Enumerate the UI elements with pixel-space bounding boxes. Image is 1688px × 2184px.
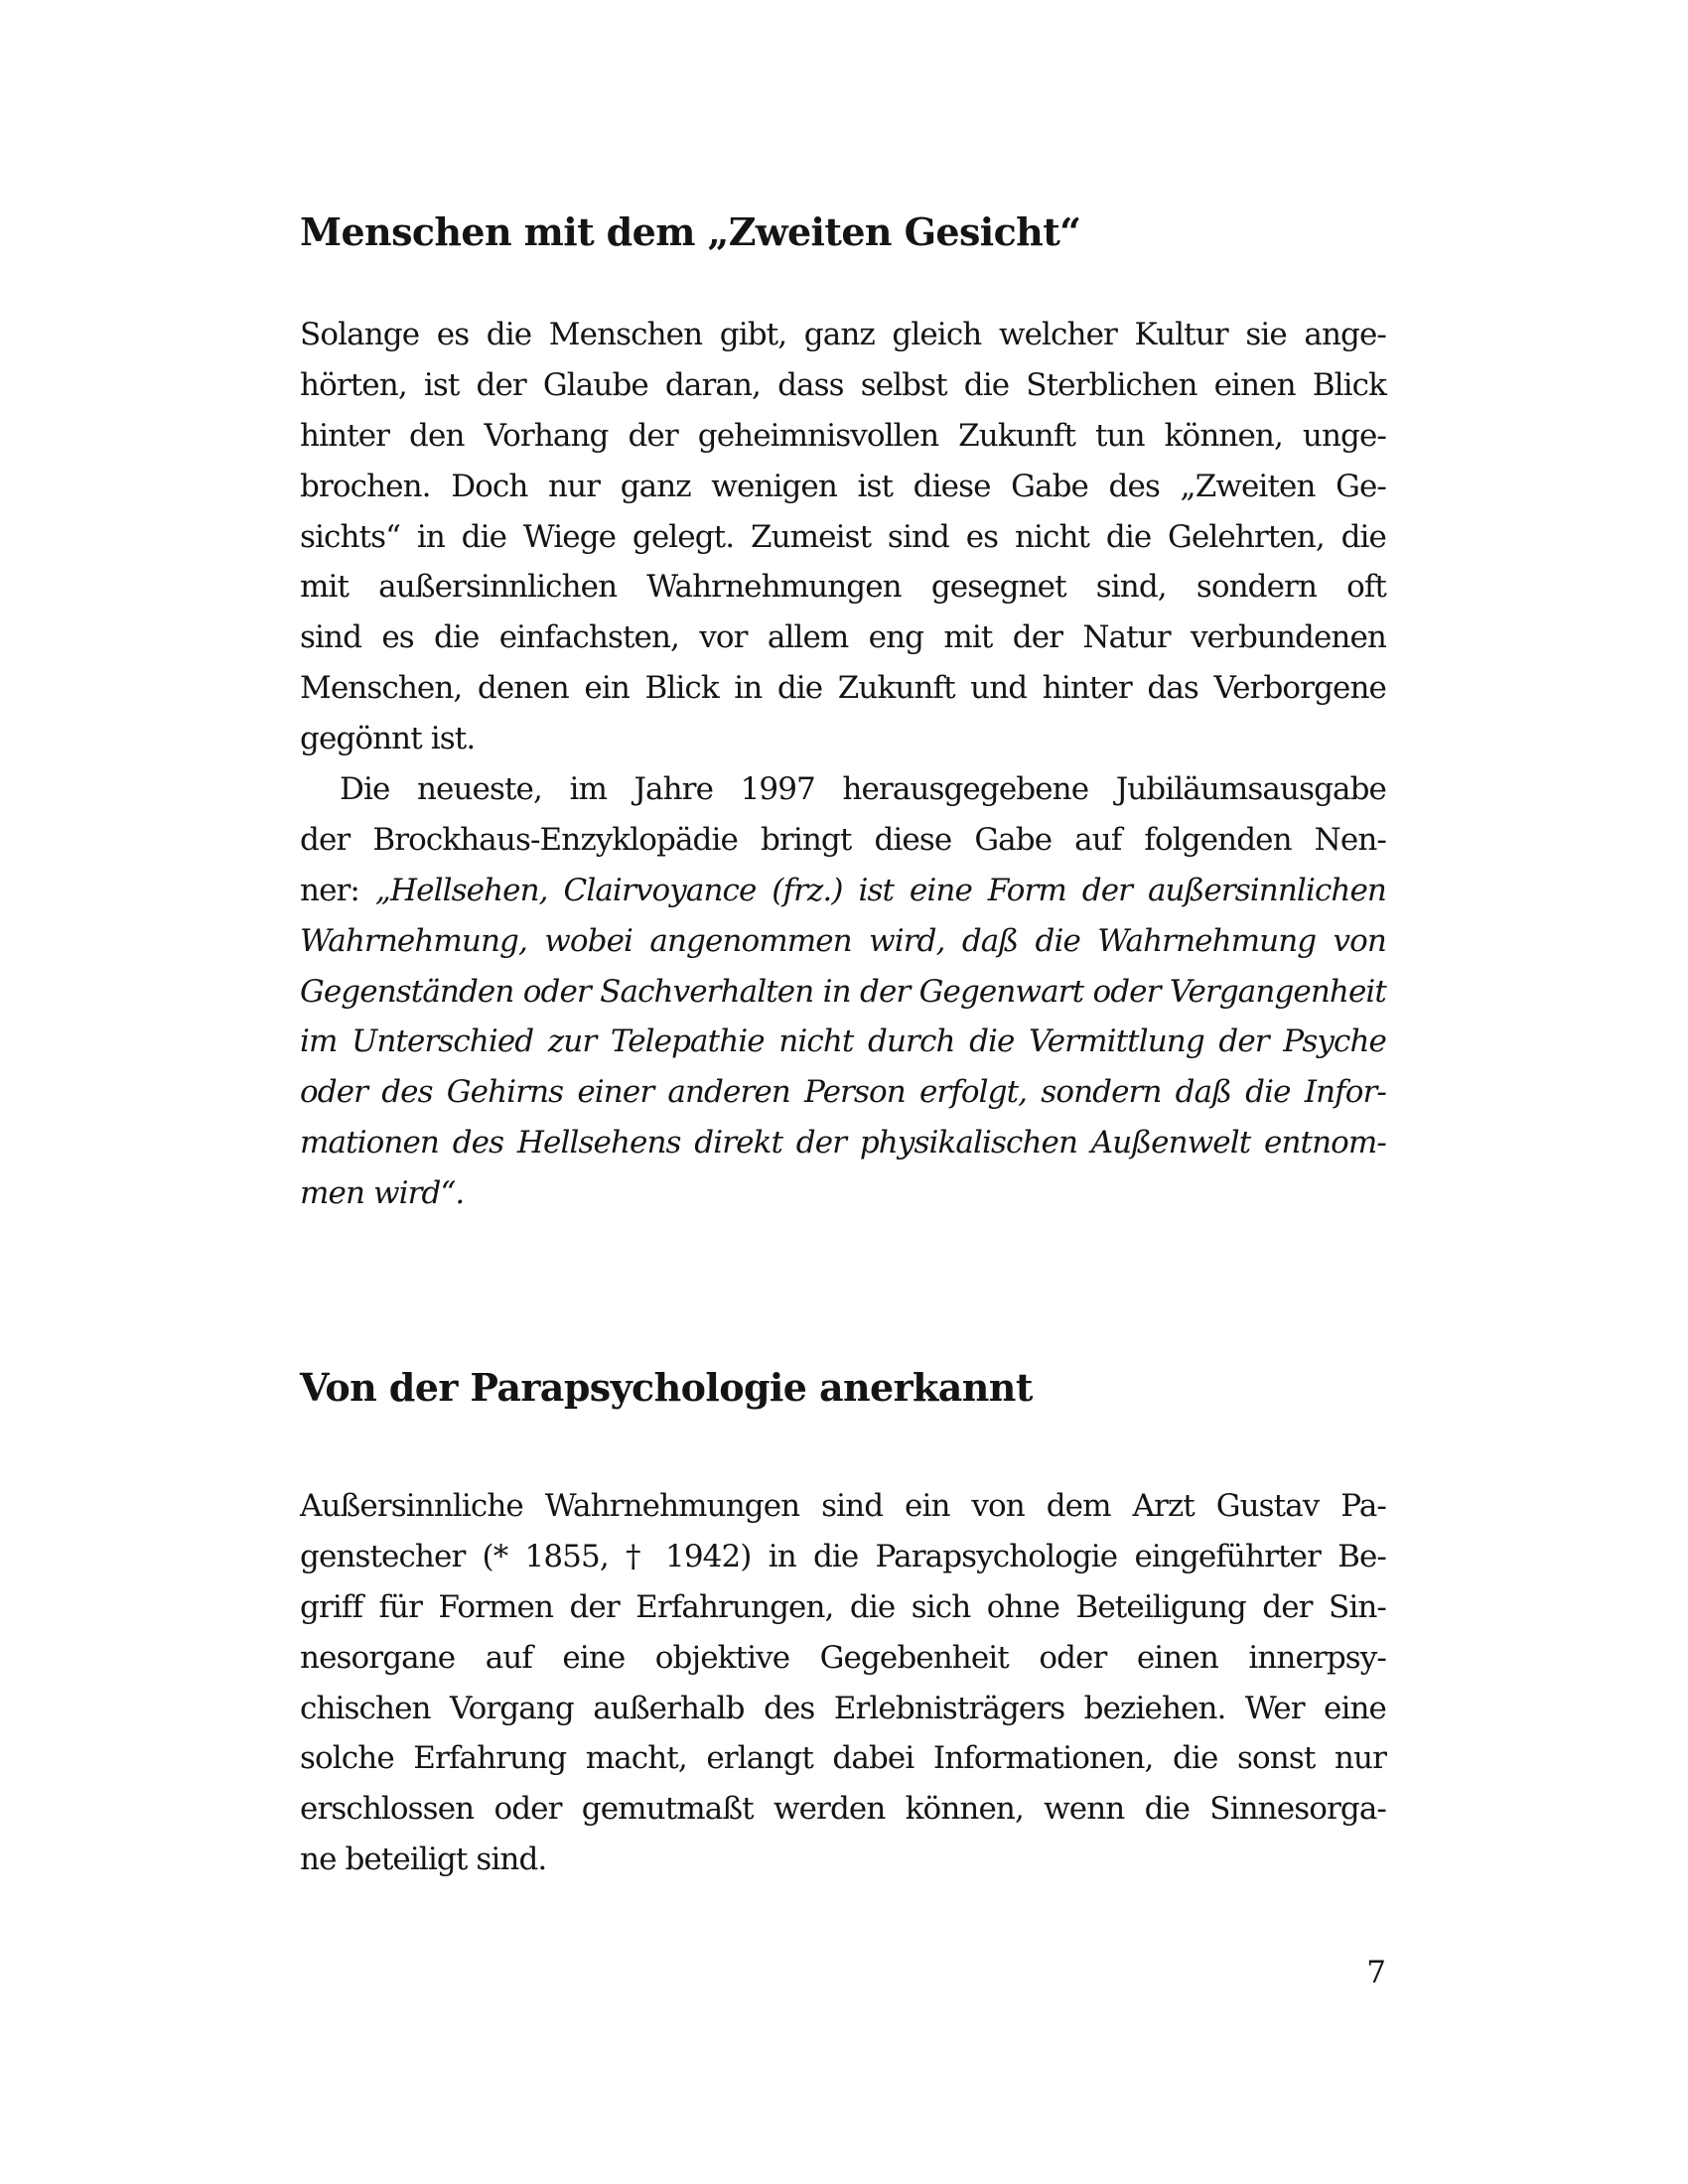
quote-prefix: ner:	[300, 872, 375, 908]
quote-line: im Unterschied zur Telepathie nicht durch die Vermittlung der Psyche	[300, 1024, 1386, 1060]
text-line: nesorgane auf eine objektive Gegebenheit oder einen innerpsy-	[300, 1639, 1386, 1676]
text-line-quote-start	[300, 866, 1386, 916]
text-line: mit außersinnlichen Wahrnehmungen gesegnet sind, sondern oft	[300, 569, 1386, 606]
quote-line: Gegenständen oder Sachverhalten in der Gegenwart oder Vergangenheit	[300, 973, 1386, 1010]
text-line: solche Erfahrung macht, erlangt dabei Informationen, die sonst nur	[300, 1740, 1386, 1777]
text-line: Die neueste, im Jahre 1997 herausgegebene Jubiläumsausgabe	[340, 771, 1386, 807]
quote-line: mationen des Hellsehens direkt der physikalischen Außenwelt entnom-	[300, 1125, 1386, 1161]
section-heading-parapsychologie: Von der Parapsychologie anerkannt	[300, 1365, 1033, 1410]
quote-text: „Hellsehen, Clairvoyance (frz.) ist eine Form der außersinnlichen	[374, 872, 1386, 908]
text-line: sind es die einfachsten, vor allem eng mit der Natur verbundenen	[300, 619, 1386, 656]
page-number: 7	[1366, 1955, 1386, 1990]
text-line: genstecher (* 1855, † 1942) in die Parapsychologie eingeführter Be-	[300, 1538, 1386, 1574]
quote-line: Wahrnehmung, wobei angenommen wird, daß die Wahrnehmung von	[300, 922, 1386, 959]
paragraph-intro	[300, 310, 1386, 764]
section-heading-zweites-gesicht: Menschen mit dem „Zweiten Gesicht“	[300, 209, 1081, 254]
text-line: sichts“ in die Wiege gelegt. Zumeist sind es nicht die Gelehrten, die	[300, 518, 1386, 555]
quote-line: men wird“.	[300, 1175, 465, 1212]
paragraph-parapsychologie	[300, 1481, 1386, 1885]
text-line: erschlossen oder gemutmaßt werden können, wenn die Sinnesorga-	[300, 1791, 1386, 1828]
text-line: Außersinnliche Wahrnehmungen sind ein von dem Arzt Gustav Pa-	[300, 1488, 1386, 1524]
text-line: ne beteiligt sind.	[300, 1842, 547, 1878]
text-line: hörten, ist der Glaube daran, dass selbst die Sterblichen einen Blick	[300, 366, 1386, 403]
text-line: griff für Formen der Erfahrungen, die sich ohne Beteiligung der Sin-	[300, 1588, 1386, 1625]
text-line: gegönnt ist.	[300, 721, 476, 757]
text-line: Solange es die Menschen gibt, ganz gleich welcher Kultur sie ange-	[300, 317, 1386, 352]
quote-line: oder des Gehirns einer anderen Person erfolgt, sondern daß die Infor-	[300, 1074, 1386, 1111]
text-line: Menschen, denen ein Blick in die Zukunft und hinter das Verborgene	[300, 670, 1386, 707]
paragraph-brockhaus	[300, 764, 1386, 1219]
text-line: hinter den Vorhang der geheimnisvollen Zukunft tun können, unge-	[300, 417, 1386, 454]
text-line: brochen. Doch nur ganz wenigen ist diese Gabe des „Zweiten Ge-	[300, 468, 1386, 504]
text-line: chischen Vorgang außerhalb des Erlebnisträgers beziehen. Wer eine	[300, 1690, 1386, 1726]
text-line: der Brockhaus-Enzyklopädie bringt diese Gabe auf folgenden Nen-	[300, 821, 1386, 858]
